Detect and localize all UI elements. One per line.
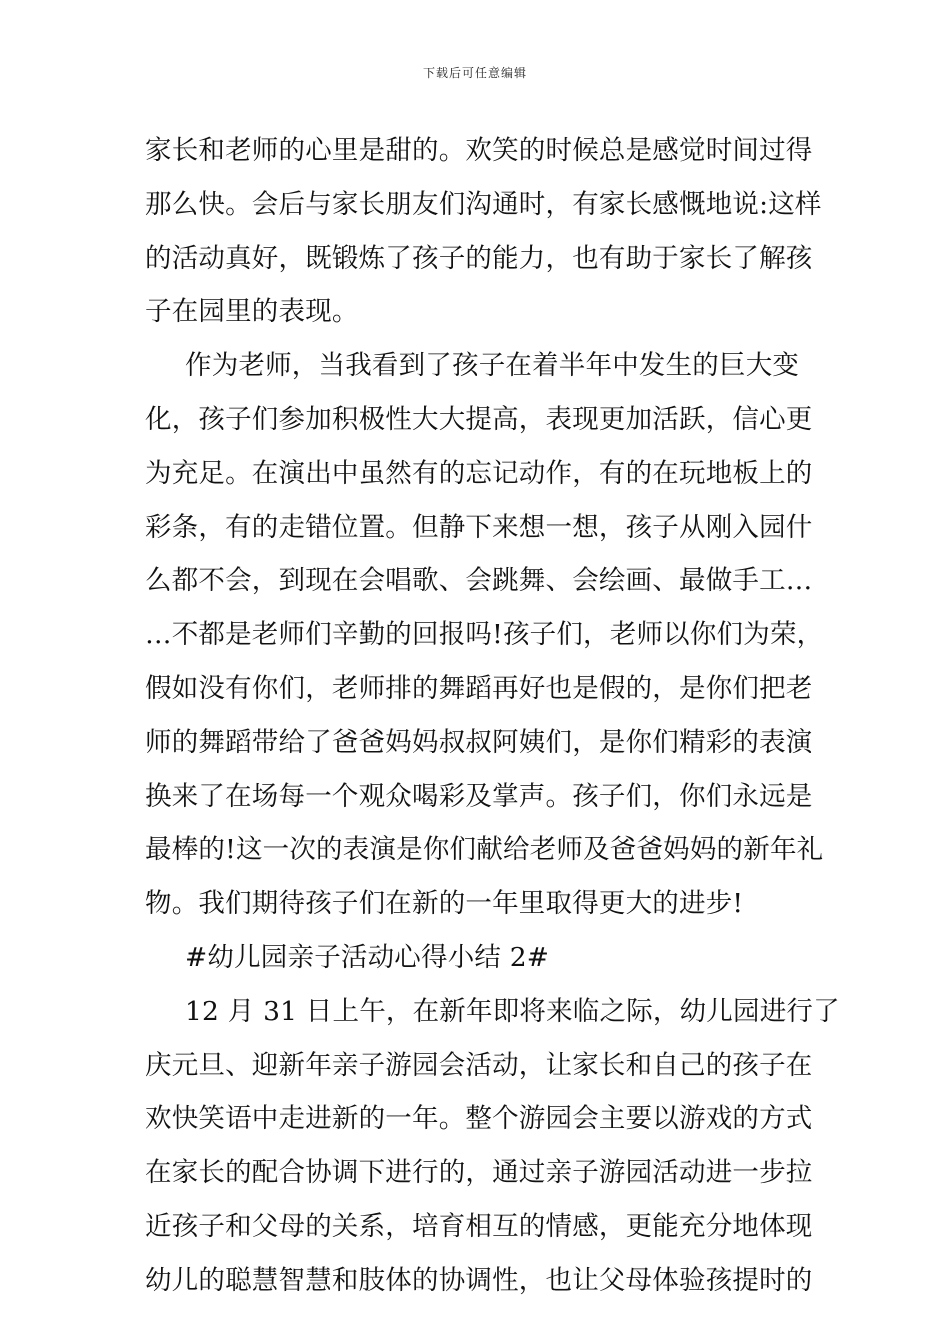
text-line: 庆元旦、迎新年亲子游园会活动，让家长和自己的孩子在 [145,1049,813,1081]
text-line: 彩条，有的走错位置。但静下来想一想，孩子从刚入园什 [145,511,813,543]
text-line: 最棒的!这一次的表演是你们献给老师及爸爸妈妈的新年礼 [145,834,824,866]
text-line: 欢快笑语中走进新的一年。整个游园会主要以游戏的方式 [145,1103,813,1135]
text-line: 为充足。在演出中虽然有的忘记动作，有的在玩地板上的 [145,457,813,489]
text-line: …不都是老师们辛勤的回报吗!孩子们，老师以你们为荣， [145,619,824,651]
text-line: 近孩子和父母的关系，培育相互的情感，更能充分地体现 [145,1210,813,1242]
text-line: 师的舞蹈带给了爸爸妈妈叔叔阿姨们，是你们精彩的表演 [145,726,813,758]
paragraph-start-line: 作为老师，当我看到了孩子在着半年中发生的巨大变 [185,350,800,382]
text-line: 假如没有你们，老师排的舞蹈再好也是假的，是你们把老 [145,672,813,704]
text-line: 的活动真好，既锻炼了孩子的能力，也有助于家长了解孩 [145,242,813,274]
text-line: 么都不会，到现在会唱歌、会跳舞、会绘画、最做手工… [145,565,813,597]
paragraph-start-line: 12 月 31 日上午，在新年即将来临之际，幼儿园进行了 [185,995,840,1027]
header-note: 下载后可任意编辑 [422,66,527,80]
section-heading: #幼儿园亲子活动心得小结 2# [185,941,550,973]
text-line: 在家长的配合协调下进行的，通过亲子游园活动进一步拉 [145,1157,813,1189]
text-line: 幼儿的聪慧智慧和肢体的协调性，也让父母体验孩提时的 [145,1264,813,1296]
text-line: 家长和老师的心里是甜的。欢笑的时候总是感觉时间过得 [145,135,813,166]
text-line: 物。我们期待孩子们在新的一年里取得更大的进步! [145,888,744,920]
text-line: 那么快。会后与家长朋友们沟通时，有家长感慨地说:这样 [145,188,822,220]
text-line: 化，孩子们参加积极性大大提高，表现更加活跃，信心更 [145,403,813,435]
text-line: 换来了在场每一个观众喝彩及掌声。孩子们，你们永远是 [145,780,813,812]
text-line: 子在园里的表现。 [145,296,359,328]
document-body [145,124,840,1308]
